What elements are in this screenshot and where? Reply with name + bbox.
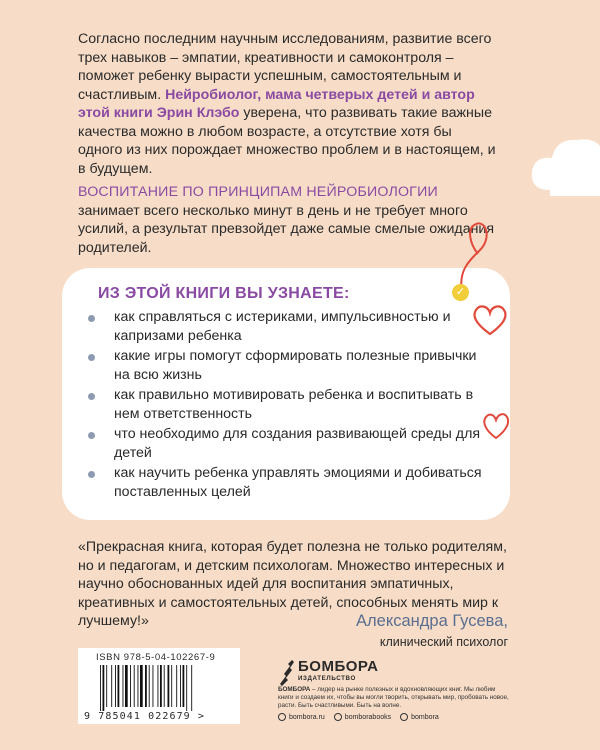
benefits-list bbox=[86, 308, 486, 503]
barcode bbox=[78, 648, 240, 724]
card-title: ИЗ ЭТОЙ КНИГИ ВЫ УЗНАЕТЕ: bbox=[98, 285, 350, 302]
review-author bbox=[356, 612, 508, 649]
intro-highlight: Нейробиолог, мама четверых детей и автор этой книги Эрин Клэбо bbox=[78, 86, 475, 121]
badge-one-mark: ✓ bbox=[455, 286, 466, 298]
list-item: как научить ребенка управлять эмоциями и добиваться поставленных целей bbox=[86, 464, 486, 502]
bullet-icon bbox=[88, 315, 95, 322]
bombora-logo-icon bbox=[276, 658, 296, 686]
social-books[interactable]: bomborabooks bbox=[334, 713, 391, 721]
list-item: какие игры помогут сформировать полезные привычки на всю жизнь bbox=[86, 347, 486, 385]
author-role: клинический психолог bbox=[379, 635, 508, 649]
social-bombora[interactable]: bombora bbox=[400, 713, 439, 721]
bullet-icon bbox=[88, 354, 95, 361]
list-item: что необходимо для создания развивающей среды для детей bbox=[86, 425, 486, 463]
publisher-sub: ИЗДАТЕЛЬСТВО bbox=[298, 675, 356, 682]
bullet-icon bbox=[88, 471, 95, 478]
barcode-digits: 9 785041 022679 > bbox=[84, 711, 206, 722]
list-item: как правильно мотивировать ребенка и воспитывать в нем ответственность bbox=[86, 386, 486, 424]
intro-text-b: уверена, что развивать такие важные качества можно в любом возрасте, а отсутствие хотя бы одного из них порождает множество проблем и в настоящем, и в будущем. bbox=[78, 105, 496, 177]
social-website[interactable]: bombora.ru bbox=[278, 713, 325, 721]
author-name: Александра Гусева, bbox=[356, 612, 508, 630]
second-caps: ВОСПИТАНИЕ ПО ПРИНЦИПАМ НЕЙРОБИОЛОГИИ bbox=[78, 184, 438, 200]
second-paragraph bbox=[78, 183, 498, 257]
social-icon bbox=[400, 713, 408, 721]
publisher-socials bbox=[278, 713, 439, 721]
isbn-label: ISBN 978-5-04-102267-9 bbox=[96, 652, 216, 663]
intro-text-a: Согласно последним научным исследованиям, развитие всего трех навыков – эмпатии, креативности и самоконтроля – поможет ребенку вырасти успешным, самостоятельным и счастливым. bbox=[78, 31, 492, 103]
cloud-decoration bbox=[520, 120, 600, 210]
publisher-name: БОМБОРА bbox=[298, 658, 379, 675]
social-icon bbox=[334, 713, 342, 721]
review-quote: «Прекрасная книга, которая будет полезна не только родителям, но и педагогам, и детским психологам. Множество интересных и научно обоснованных идей для воспитания эмпатичных, креативных и самостоятельных детей, способных менять мир к лучшему!» bbox=[78, 539, 507, 629]
second-rest: занимает всего несколько минут в день и не требует много усилий, а результат превзойдет даже самые смелые ожидания родителей. bbox=[78, 202, 495, 256]
bullet-icon bbox=[88, 393, 95, 400]
bullet-icon bbox=[88, 432, 95, 439]
list-item: как справляться с истериками, импульсивностью и капризами ребенка bbox=[86, 308, 486, 346]
intro-paragraph bbox=[78, 30, 498, 178]
globe-icon bbox=[278, 713, 286, 721]
swirl-decoration bbox=[440, 210, 500, 300]
barcode-bars bbox=[100, 665, 228, 711]
publisher-description: БОМБОРА – лидер на рынке полезных и вдохновляющих книг. Мы любим книги и создаем их, чтобы вы могли творить, открывать мир, пробовать новое, расти. Быть счастливыми. Быть на волне. bbox=[278, 686, 509, 709]
badge-one bbox=[452, 284, 469, 301]
